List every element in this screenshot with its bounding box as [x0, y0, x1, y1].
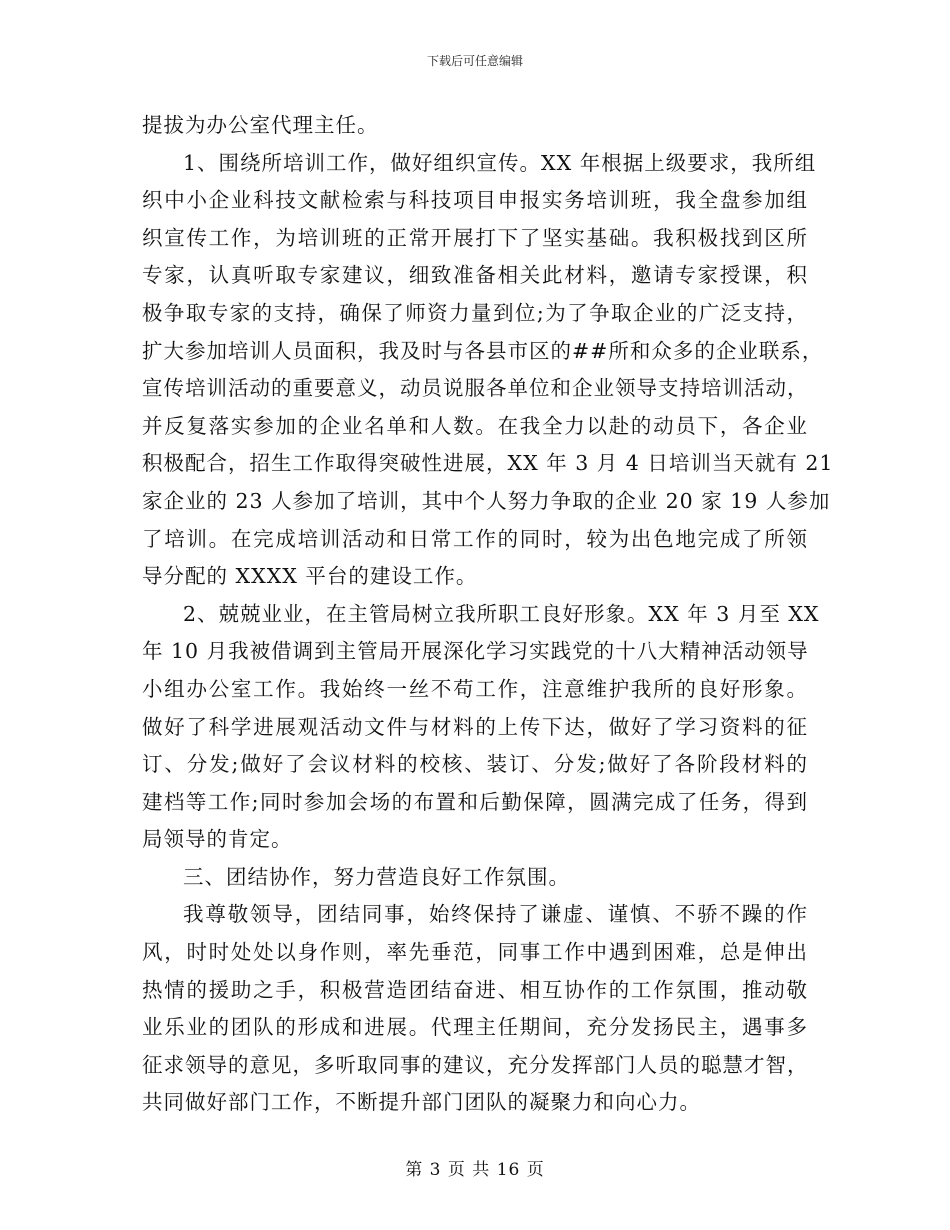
text-line: 专家，认真听取专家建议，细致准备相关此材料，邀请专家授课，积	[142, 263, 808, 288]
text-line: 订、分发;做好了会议材料的校核、装订、分发;做好了各阶段材料的	[142, 752, 808, 777]
text-line: 我尊敬领导，团结同事，始终保持了谦虚、谨慎、不骄不躁的作	[183, 902, 808, 927]
text-line: 导分配的 XXXX 平台的建设工作。	[142, 564, 478, 589]
text-line: 年 10 月我被借调到主管局开展深化学习实践党的十八大精神活动领导	[142, 639, 809, 664]
text-line: 共同做好部门工作，不断提升部门团队的凝聚力和向心力。	[142, 1090, 701, 1115]
text-line: 1、围绕所培训工作，做好组织宣传。XX 年根据上级要求，我所组	[183, 150, 817, 175]
text-line: 小组办公室工作。我始终一丝不苟工作，注意维护我所的良好形象。	[142, 676, 808, 701]
text-line: 做好了科学进展观活动文件与材料的上传下达，做好了学习资料的征	[142, 714, 808, 739]
text-line: 2、兢兢业业，在主管局树立我所职工良好形象。XX 年 3 月至 XX	[183, 601, 820, 626]
text-line: 热情的援助之手，积极营造团结奋进、相互协作的工作氛围，推动敬	[142, 977, 808, 1002]
text-line: 风，时时处处以身作则，率先垂范，同事工作中遇到困难，总是伸出	[142, 940, 808, 965]
page-footer: 第 3 页 共 16 页	[405, 1160, 545, 1180]
text-line: 织宣传工作，为培训班的正常开展打下了坚实基础。我积极找到区所	[142, 225, 808, 250]
text-line: 征求领导的意见，多听取同事的建议，充分发挥部门人员的聪慧才智，	[142, 1052, 809, 1077]
text-line: 业乐业的团队的形成和进展。代理主任期间，充分发扬民主，遇事多	[142, 1015, 808, 1040]
text-line: 积极配合，招生工作取得突破性进展，XX 年 3 月 4 日培训当天就有 21	[142, 451, 834, 476]
text-line: 三、团结协作，努力营造良好工作氛围。	[183, 864, 570, 889]
text-line: 提拔为办公室代理主任。	[142, 113, 379, 137]
text-line: 织中小企业科技文献检索与科技项目申报实务培训班，我全盘参加组	[142, 188, 808, 213]
text-line: 宣传培训活动的重要意义，动员说服各单位和企业领导支持培训活动，	[142, 376, 809, 401]
text-line: 了培训。在完成培训活动和日常工作的同时，较为出色地完成了所领	[142, 526, 808, 551]
text-line: 扩大参加培训人员面积，我及时与各县市区的##所和众多的企业联系，	[142, 338, 824, 363]
document-body	[142, 107, 834, 1122]
text-line: 建档等工作;同时参加会场的布置和后勤保障，圆满完成了任务，得到	[142, 789, 808, 814]
text-line: 局领导的肯定。	[142, 827, 293, 852]
text-line: 极争取专家的支持，确保了师资力量到位;为了争取企业的广泛支持，	[142, 300, 808, 325]
text-line: 家企业的 23 人参加了培训，其中个人努力争取的企业 20 家 19 人参加	[142, 488, 831, 513]
page-header: 下载后可任意编辑	[426, 54, 523, 68]
text-line: 并反复落实参加的企业名单和人数。在我全力以赴的动员下，各企业	[142, 413, 808, 438]
